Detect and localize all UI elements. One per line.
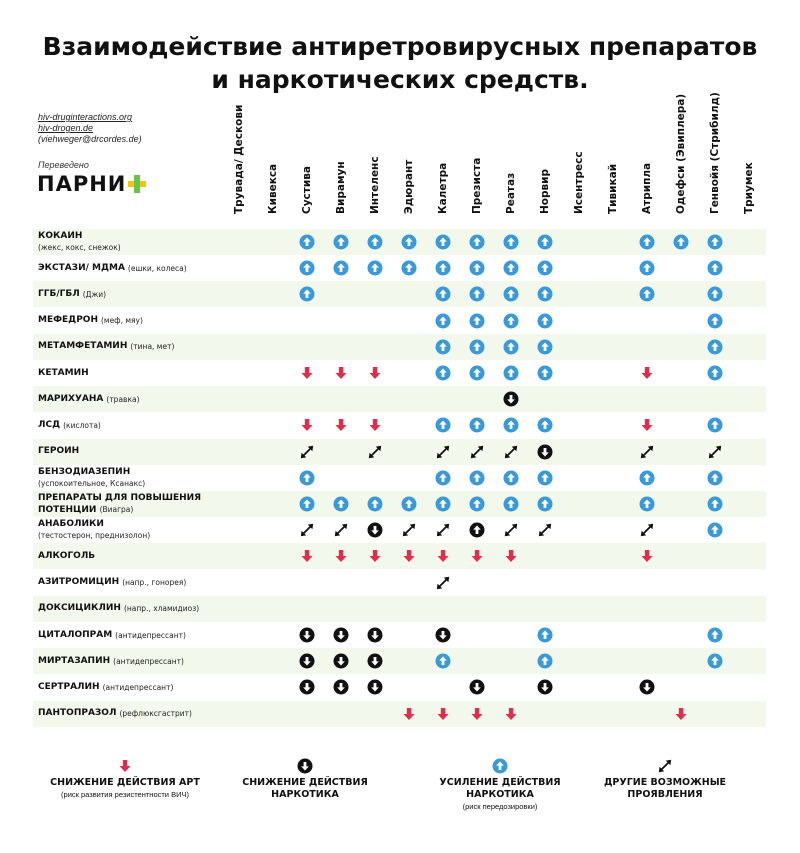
row-note: (Виагра) — [99, 504, 134, 514]
arrow-up-blue-circle-icon — [435, 260, 451, 276]
column-header-label: Тивикай — [607, 163, 619, 214]
row-label — [38, 491, 201, 517]
table-row — [33, 517, 766, 543]
arrow-up-blue-circle-icon — [435, 653, 451, 669]
diagonal-double-arrow-icon — [503, 522, 519, 538]
diagonal-double-arrow-icon — [503, 444, 519, 460]
arrow-up-blue-circle-icon — [492, 758, 508, 774]
arrow-up-blue-circle-icon — [469, 313, 485, 329]
arrow-down-red-icon — [503, 548, 519, 564]
arrow-up-blue-circle-icon — [299, 286, 315, 302]
row-label — [38, 386, 140, 412]
arrow-up-blue-circle-icon — [333, 496, 349, 512]
arrow-up-blue-circle-icon — [639, 234, 655, 250]
legend-subtitle: (риск развития резистентности ВИЧ) — [61, 790, 189, 799]
arrow-up-blue-circle-icon — [537, 496, 553, 512]
row-name: МАРИХУАНА — [38, 393, 104, 404]
arrow-down-red-icon — [639, 548, 655, 564]
row-label — [38, 648, 184, 674]
arrow-up-blue-circle-icon — [537, 653, 553, 669]
table-row — [33, 701, 766, 727]
arrow-up-blue-circle-icon — [707, 496, 723, 512]
diagonal-double-arrow-icon — [435, 522, 451, 538]
row-label — [38, 439, 82, 465]
arrow-up-blue-circle-icon — [639, 286, 655, 302]
row-label — [38, 412, 101, 438]
row-note: (напр., гонорея) — [122, 578, 187, 588]
row-name: МИРТАЗАПИН — [38, 655, 111, 666]
diagonal-double-arrow-icon — [299, 444, 315, 460]
arrow-up-blue-circle-icon — [367, 234, 383, 250]
arrow-up-blue-circle-icon — [503, 496, 519, 512]
arrow-up-blue-circle-icon — [503, 470, 519, 486]
arrow-down-black-circle-icon — [367, 627, 383, 643]
arrow-up-blue-circle-icon — [299, 496, 315, 512]
row-label — [38, 308, 143, 334]
table-row — [33, 386, 766, 412]
row-name: ГГБ/ГБЛ — [38, 288, 80, 299]
arrow-up-blue-circle-icon — [299, 470, 315, 486]
arrow-up-blue-circle-icon — [469, 417, 485, 433]
arrow-up-blue-circle-icon — [707, 286, 723, 302]
arrow-down-black-circle-icon — [333, 627, 349, 643]
row-name: ЛСД — [38, 419, 61, 430]
column-header-label: Генвойя (Стрибилд) — [709, 92, 721, 214]
arrow-up-blue-circle-icon — [299, 260, 315, 276]
arrow-up-blue-circle-icon — [503, 339, 519, 355]
arrow-up-blue-circle-icon — [537, 286, 553, 302]
table-row — [33, 648, 766, 674]
arrow-down-black-circle-icon — [367, 679, 383, 695]
row-name: ГЕРОИН — [38, 446, 80, 457]
row-note: (рефлюксгастрит) — [119, 709, 192, 719]
arrow-up-blue-circle-icon — [469, 234, 485, 250]
table-row — [33, 334, 766, 360]
legend-item — [590, 755, 740, 801]
column-header-label: Трувада/ Дескови — [233, 104, 245, 214]
column-header — [324, 118, 358, 226]
table-row — [33, 491, 766, 517]
arrow-up-blue-circle-icon — [503, 260, 519, 276]
table-row — [33, 439, 766, 465]
arrow-up-blue-circle-icon — [435, 286, 451, 302]
arrow-up-blue-circle-icon — [639, 496, 655, 512]
arrow-up-blue-circle-icon — [435, 339, 451, 355]
column-header — [290, 118, 324, 226]
arrow-up-blue-circle-icon — [401, 234, 417, 250]
arrow-up-blue-circle-icon — [639, 260, 655, 276]
arrow-up-blue-circle-icon — [435, 313, 451, 329]
table-row — [33, 570, 766, 596]
arrow-up-blue-circle-icon — [503, 286, 519, 302]
row-note: (тестостерон, преднизолон) — [38, 531, 151, 541]
row-label — [38, 674, 173, 700]
arrow-up-blue-circle-icon — [435, 470, 451, 486]
arrow-up-blue-circle-icon — [537, 365, 553, 381]
arrow-down-red-icon — [333, 365, 349, 381]
arrow-up-blue-circle-icon — [707, 234, 723, 250]
row-label — [38, 334, 174, 360]
row-name: МЕТАМФЕТАМИН — [38, 341, 128, 352]
translated-label: Переведено — [38, 160, 89, 170]
row-note: (тина, мет) — [130, 342, 175, 352]
diagonal-double-arrow-icon — [435, 575, 451, 591]
legend-title: ДРУГИЕ ВОЗМОЖНЫЕ — [603, 777, 727, 788]
row-label — [38, 596, 199, 622]
table-row — [33, 596, 766, 622]
diagonal-double-arrow-icon — [537, 522, 553, 538]
column-header-label: Сустива — [301, 166, 313, 214]
row-note: (ешки, колеса) — [127, 263, 187, 273]
arrow-up-blue-circle-icon — [503, 313, 519, 329]
arrow-up-blue-circle-icon — [367, 260, 383, 276]
legend-title-2: ПРОЯВЛЕНИЯ — [627, 789, 703, 800]
arrow-up-blue-circle-icon — [435, 417, 451, 433]
row-name: АЗИТРОМИЦИН — [38, 577, 120, 588]
row-name: СЕРТРАЛИН — [38, 681, 100, 692]
title-line-1: Взаимодействие антиретровирусных препаратов — [42, 32, 758, 61]
legend-title: СНИЖЕНИЕ ДЕЙСТВИЯ — [242, 777, 368, 788]
logo — [37, 172, 146, 196]
row-label — [38, 543, 98, 569]
column-header-label: Калетра — [437, 162, 449, 214]
table-row — [33, 465, 766, 491]
column-header — [460, 118, 494, 226]
row-note: (жекс, кокс, снежок) — [38, 243, 121, 252]
arrow-down-red-icon — [503, 706, 519, 722]
row-label — [38, 360, 92, 386]
arrow-up-blue-circle-icon — [469, 365, 485, 381]
column-header-label: Презиста — [471, 157, 483, 214]
arrow-down-red-icon — [299, 417, 315, 433]
page-title — [0, 30, 800, 96]
row-name: ДОКСИЦИКЛИН — [38, 603, 121, 614]
arrow-down-black-circle-icon — [299, 679, 315, 695]
row-name: ПАНТОПРАЗОЛ — [38, 708, 117, 719]
legend-title: СНИЖЕНИЕ ДЕЙСТВИЯ АРТ — [50, 777, 200, 788]
diagonal-double-arrow-icon — [401, 522, 417, 538]
table-row — [33, 360, 766, 386]
legend-title: УСИЛЕНИЕ ДЕЙСТВИЯ — [439, 777, 561, 788]
arrow-up-blue-circle-icon — [707, 417, 723, 433]
arrow-up-blue-circle-icon — [537, 313, 553, 329]
row-label — [38, 701, 192, 727]
arrow-up-blue-circle-icon — [401, 496, 417, 512]
arrow-down-red-icon — [639, 417, 655, 433]
legend-item — [230, 755, 380, 801]
row-note: (напр., хламидиоз) — [123, 604, 200, 614]
arrow-down-black-circle-icon — [299, 653, 315, 669]
column-header-label: Интеленс — [369, 156, 381, 214]
row-name: КЕТАМИН — [38, 367, 89, 378]
row-name: АЛКОГОЛЬ — [38, 550, 96, 561]
row-name: АНАБОЛИКИ — [38, 519, 104, 530]
row-note: (антидепрессант) — [115, 630, 186, 640]
arrow-up-blue-circle-icon — [435, 234, 451, 250]
arrow-up-blue-circle-icon — [707, 260, 723, 276]
arrow-up-blue-circle-icon — [503, 417, 519, 433]
arrow-up-blue-circle-icon — [537, 627, 553, 643]
arrow-up-black-circle-icon — [469, 522, 485, 538]
row-note: (травка) — [106, 394, 140, 404]
column-header — [256, 118, 290, 226]
arrow-down-red-icon — [673, 706, 689, 722]
row-label — [38, 281, 106, 307]
row-name: МЕФЕДРОН — [38, 315, 98, 326]
arrow-down-black-circle-icon — [469, 679, 485, 695]
arrow-up-blue-circle-icon — [537, 470, 553, 486]
arrow-up-blue-circle-icon — [707, 365, 723, 381]
table-row — [33, 543, 766, 569]
arrow-up-blue-circle-icon — [435, 365, 451, 381]
row-note: (кислота) — [63, 420, 101, 430]
column-header — [494, 118, 528, 226]
column-header — [562, 118, 596, 226]
row-label — [38, 517, 150, 543]
column-header-label: Вирамун — [335, 161, 347, 214]
row-label — [38, 570, 186, 596]
legend-title-2: НАРКОТИКА — [271, 789, 339, 800]
column-header-label: Исентресс — [573, 151, 585, 214]
diagonal-double-arrow-icon — [707, 444, 723, 460]
diagonal-double-arrow-icon — [639, 444, 655, 460]
arrow-up-blue-circle-icon — [367, 496, 383, 512]
arrow-down-red-icon — [299, 365, 315, 381]
arrow-down-red-icon — [401, 548, 417, 564]
arrow-up-blue-circle-icon — [537, 234, 553, 250]
arrow-down-red-icon — [333, 548, 349, 564]
arrow-down-black-circle-icon — [537, 444, 553, 460]
column-header — [392, 118, 426, 226]
row-label — [38, 229, 121, 255]
arrow-down-black-circle-icon — [367, 522, 383, 538]
row-name: ЦИТАЛОПРАМ — [38, 629, 113, 640]
legend-title-2: НАРКОТИКА — [466, 789, 534, 800]
arrow-up-blue-circle-icon — [333, 260, 349, 276]
column-header — [222, 104, 256, 226]
column-header-label: Реатаз — [505, 172, 517, 214]
row-note: (антидепрессант) — [113, 656, 184, 666]
diagonal-double-arrow-icon — [639, 522, 655, 538]
column-header-label: Одефси (Эвиплера) — [675, 93, 687, 214]
arrow-down-black-circle-icon — [639, 679, 655, 695]
source-link-1[interactable]: hiv-druginteractions.org — [38, 112, 133, 122]
column-header-label: Атрипла — [641, 162, 653, 214]
row-name: КОКАИН — [38, 231, 83, 241]
row-note: (успокоительное, Ксанакс) — [38, 478, 146, 488]
diagonal-double-arrow-icon — [333, 522, 349, 538]
legend-subtitle: (риск передозировки) — [462, 802, 538, 811]
column-header-label: Норвир — [539, 168, 551, 214]
row-note: (меф, мяу) — [100, 316, 143, 326]
table-row — [33, 281, 766, 307]
arrow-up-blue-circle-icon — [333, 234, 349, 250]
arrow-up-blue-circle-icon — [435, 496, 451, 512]
sources — [38, 112, 142, 145]
arrow-up-blue-circle-icon — [537, 339, 553, 355]
arrow-down-red-icon — [367, 417, 383, 433]
arrow-up-blue-circle-icon — [639, 470, 655, 486]
row-name: ПРЕПАРАТЫ ДЛЯ ПОВЫШЕНИЯ — [38, 492, 202, 503]
arrow-down-red-icon — [435, 548, 451, 564]
column-header — [630, 118, 664, 226]
arrow-down-red-icon — [299, 548, 315, 564]
legend-item — [405, 755, 595, 812]
arrow-down-black-circle-icon — [503, 391, 519, 407]
arrow-down-black-circle-icon — [333, 653, 349, 669]
row-label — [38, 465, 145, 491]
source-link-2[interactable]: hiv-drogen.de — [38, 123, 94, 133]
table-row — [33, 622, 766, 648]
arrow-down-red-icon — [469, 548, 485, 564]
legend-item — [30, 755, 220, 800]
column-header-label: Эдюрант — [403, 159, 415, 214]
arrow-down-black-circle-icon — [435, 627, 451, 643]
plus-icon — [128, 175, 146, 193]
row-note: (антидепрессант) — [102, 682, 174, 692]
arrow-up-blue-circle-icon — [469, 470, 485, 486]
arrow-up-blue-circle-icon — [469, 496, 485, 512]
row-label — [38, 622, 186, 648]
source-email: (viehweger@drcordes.de) — [38, 134, 142, 144]
arrow-up-blue-circle-icon — [537, 417, 553, 433]
table-row — [33, 229, 766, 255]
row-note: (Джи) — [82, 289, 107, 299]
arrow-up-blue-circle-icon — [469, 286, 485, 302]
arrow-down-black-circle-icon — [299, 627, 315, 643]
column-header — [426, 118, 460, 226]
column-header — [596, 118, 630, 226]
arrow-down-black-circle-icon — [537, 679, 553, 695]
arrow-up-blue-circle-icon — [503, 365, 519, 381]
arrow-down-red-icon — [117, 758, 133, 774]
arrow-up-blue-circle-icon — [707, 522, 723, 538]
logo-text: ПАРНИ — [37, 172, 127, 196]
diagonal-double-arrow-icon — [469, 444, 485, 460]
row-label — [38, 255, 187, 281]
arrow-down-black-circle-icon — [367, 653, 383, 669]
arrow-up-blue-circle-icon — [401, 260, 417, 276]
arrow-down-red-icon — [435, 706, 451, 722]
row-name-2: ПОТЕНЦИИ — [38, 504, 97, 515]
column-header — [358, 118, 392, 226]
arrow-down-red-icon — [639, 365, 655, 381]
arrow-up-blue-circle-icon — [707, 313, 723, 329]
column-header — [732, 118, 766, 226]
row-name: ЭКСТАЗИ/ МДМА — [38, 262, 125, 273]
diagonal-double-arrow-icon — [435, 444, 451, 460]
diagonal-double-arrow-icon — [367, 444, 383, 460]
arrow-down-black-circle-icon — [297, 758, 313, 774]
arrow-up-blue-circle-icon — [503, 234, 519, 250]
arrow-down-red-icon — [401, 706, 417, 722]
title-line-2: и наркотических средств. — [211, 65, 589, 94]
table-row — [33, 308, 766, 334]
column-header-label: Триумек — [743, 162, 755, 214]
arrow-up-blue-circle-icon — [469, 339, 485, 355]
arrow-up-blue-circle-icon — [299, 234, 315, 250]
arrow-down-red-icon — [333, 417, 349, 433]
arrow-down-red-icon — [469, 706, 485, 722]
row-name: БЕНЗОДИАЗЕПИН — [38, 466, 131, 477]
arrow-up-blue-circle-icon — [537, 260, 553, 276]
diagonal-double-arrow-icon — [299, 522, 315, 538]
arrow-up-blue-circle-icon — [707, 627, 723, 643]
diagonal-double-arrow-icon — [657, 758, 673, 774]
arrow-down-red-icon — [367, 365, 383, 381]
column-header — [528, 118, 562, 226]
column-header — [698, 92, 732, 226]
column-header-label: Кивекса — [267, 163, 279, 214]
arrow-up-blue-circle-icon — [469, 260, 485, 276]
arrow-up-blue-circle-icon — [673, 234, 689, 250]
arrow-up-blue-circle-icon — [707, 339, 723, 355]
table-row — [33, 255, 766, 281]
table-row — [33, 412, 766, 438]
column-header — [664, 93, 698, 226]
arrow-down-black-circle-icon — [333, 679, 349, 695]
arrow-down-red-icon — [367, 548, 383, 564]
table-row — [33, 674, 766, 700]
arrow-up-blue-circle-icon — [707, 470, 723, 486]
arrow-up-blue-circle-icon — [707, 653, 723, 669]
